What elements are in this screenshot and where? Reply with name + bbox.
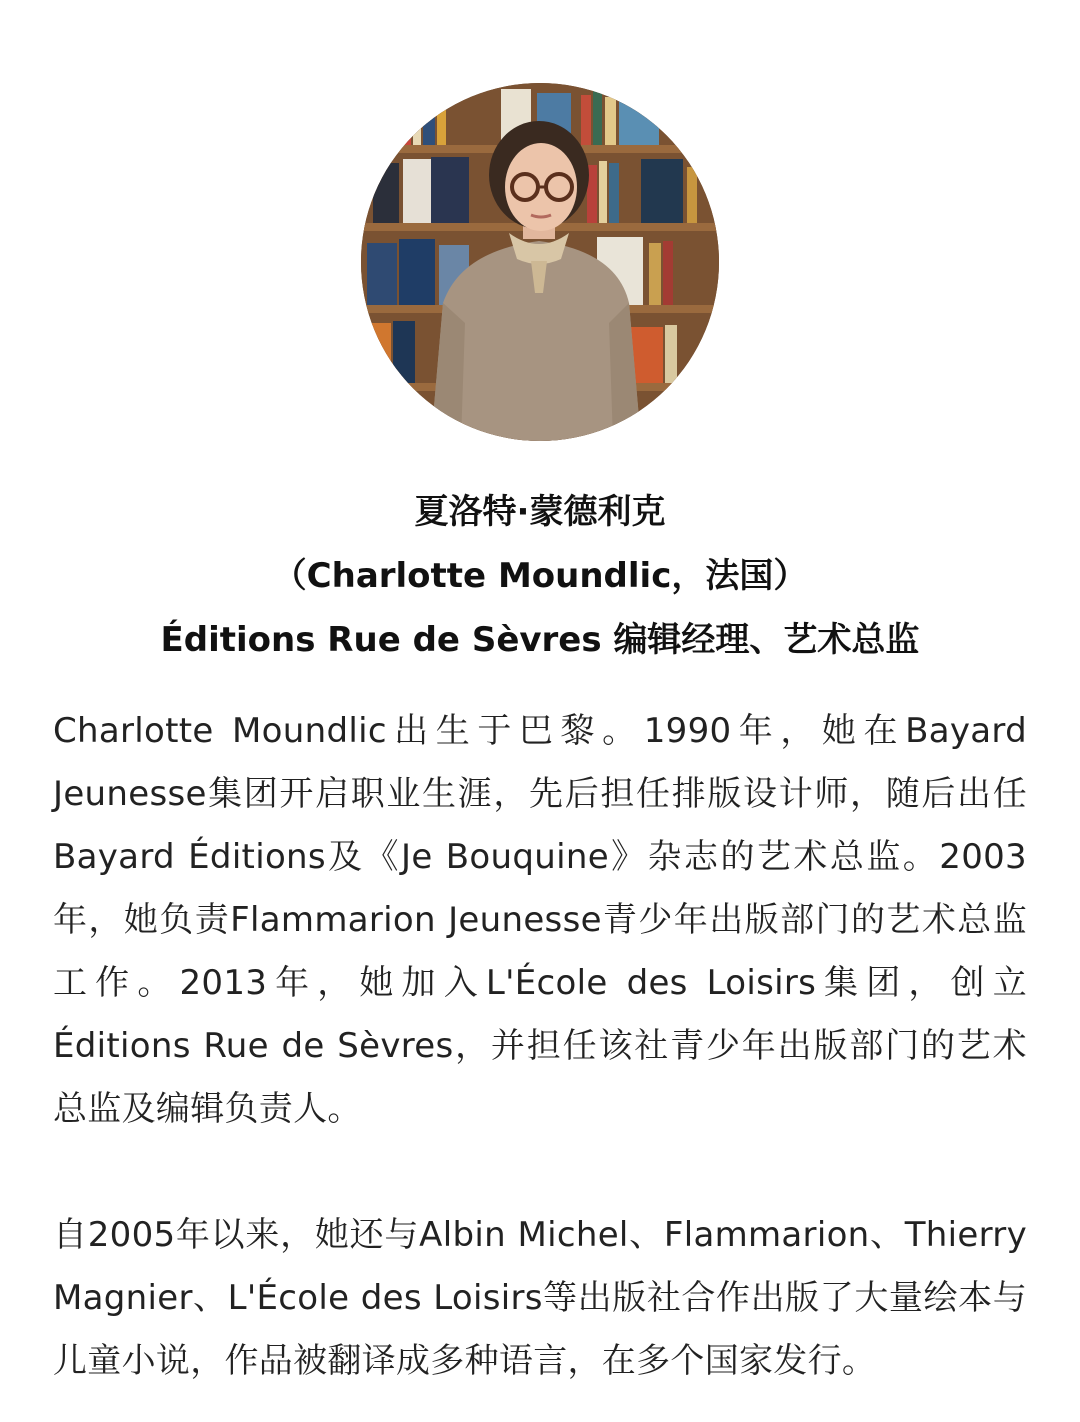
profile-heading [0, 480, 1080, 672]
profile-name-en: （Charlotte Moundlic，法国） [272, 556, 808, 596]
profile-name-cn: 夏洛特·蒙德利克 [414, 492, 666, 532]
profile-role: Éditions Rue de Sèvres 编辑经理、艺术总监 [160, 620, 920, 660]
bio-paragraph: Charlotte Moundlic出生于巴黎。1990年，她在Bayard Jeunesse集团开启职业生涯，先后担任排版设计师，随后出任Bayard Éditions及《Je Bouquine》杂志的艺术总监。2003年，她负责Flammarion Jeunesse青少年出版部门的艺术总监工作。2013年，她加入L'École des Loisirs集团，创立Éditions Rue de Sèvres，并担任该社青少年出版部门的艺术总监及编辑负责人。 [53, 711, 1027, 1129]
profile-portrait [361, 83, 719, 441]
portrait-illustration [361, 83, 719, 441]
bio-text [53, 700, 1027, 1393]
bio-paragraph: 自2005年以来，她还与Albin Michel、Flammarion、Thierry Magnier、L'École des Loisirs等出版社合作出版了大量绘本与儿童小说，作品被翻译成多种语言，在多个国家发行。 [53, 1215, 1027, 1381]
